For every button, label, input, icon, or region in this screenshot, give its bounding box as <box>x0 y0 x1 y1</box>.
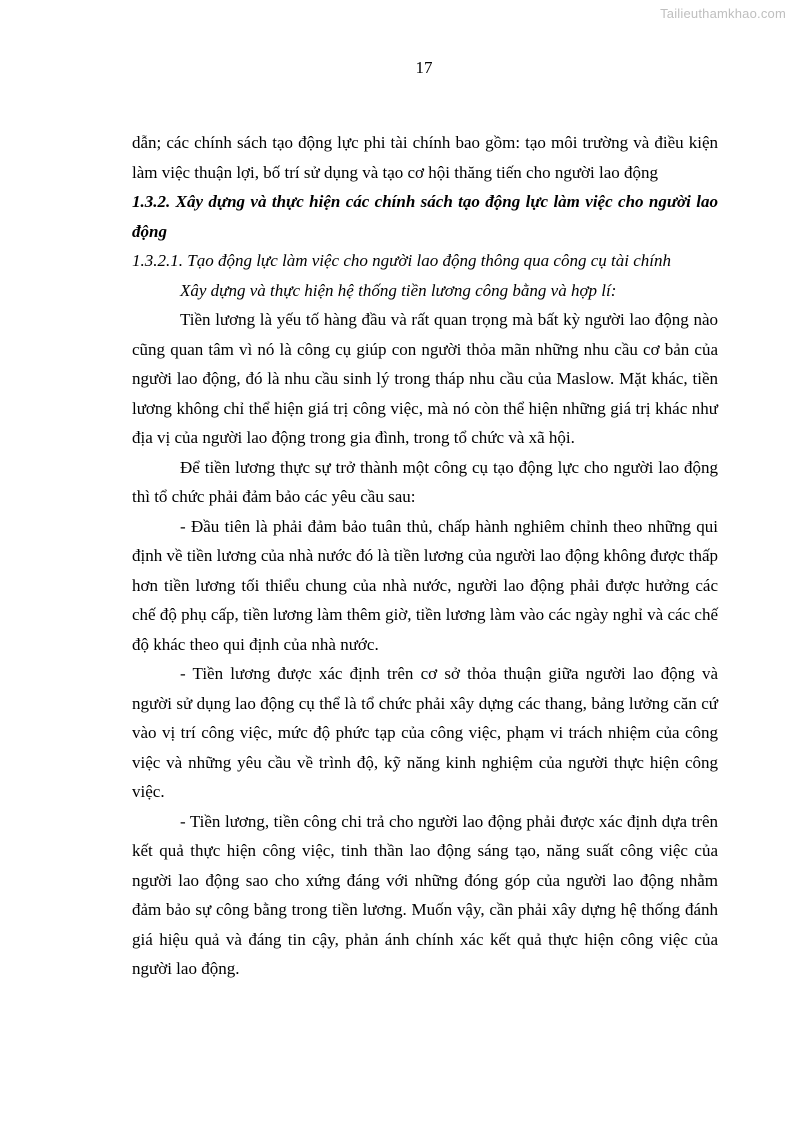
list-item-performance-based-pay: - Tiền lương, tiền công chi trả cho người lao động phải được xác định dựa trên kết quả thực hiện công việc, tinh thần lao động sáng tạo, năng suất công việc của người lao động sao cho xứng đáng với những đóng góp của người lao động nhằm đảm bảo sự công bằng trong tiền lương. Muốn vậy, cần phải xây dựng hệ thống đánh giá hiệu quả và đáng tin cậy, phản ánh chính xác kết quả thực hiện công việc của người lao động. <box>132 811 718 978</box>
watermark: Tailieuthamkhao.com <box>660 6 786 21</box>
subsection-heading-1-3-2-1: 1.3.2.1. Tạo động lực làm việc cho người lao động thông qua công cụ tài chính <box>132 251 671 270</box>
list-item-legal-compliance: - Đầu tiên là phải đảm bảo tuân thủ, chấp hành nghiêm chỉnh theo những qui định về tiền lương của nhà nước đó là tiền lương của người lao động không được thấp hơn tiền lương tối thiểu chung của nhà nước, người lao động phải được hưởng các chế độ phụ cấp, tiền lương làm thêm giờ, tiền lương làm vào các ngày nghỉ và các chế độ khác theo qui định của nhà nước. <box>132 516 718 654</box>
paragraph-salary-importance: Tiền lương là yếu tố hàng đầu và rất quan trọng mà bất kỳ người lao động nào cũng quan tâm vì nó là công cụ giúp con người thỏa mãn những nhu cầu cơ bản của người lao động, đó là nhu cầu sinh lý trong tháp nhu cầu của Maslow. Mặt khác, tiền lương không chỉ thể hiện giá trị công việc, mà nó còn thể hiện những giá trị khác như địa vị của người lao động trong gia đình, trong tổ chức và xã hội. <box>132 310 718 447</box>
sub-heading-salary-system: Xây dựng và thực hiện hệ thống tiền lương công bằng và hợp lí: <box>180 280 617 300</box>
paragraph-continuation: dẫn; các chính sách tạo động lực phi tài chính bao gồm: tạo môi trường và điều kiện làm việc thuận lợi, bố trí sử dụng và tạo cơ hội thăng tiến cho người lao động <box>132 133 718 182</box>
page-number: 17 <box>415 58 433 77</box>
paragraph-requirements-intro: Để tiền lương thực sự trở thành một công cụ tạo động lực cho người lao động thì tổ chức phải đảm bảo các yêu cầu sau: <box>132 457 718 506</box>
list-item-salary-agreement: - Tiền lương được xác định trên cơ sở thỏa thuận giữa người lao động và người sử dụng lao động cụ thể là tổ chức phải xây dựng các thang, bảng lưởng căn cứ vào vị trí công việc, mức độ phức tạp của công việc, phạm vi trách nhiệm của công việc và những yêu cầu về trình độ, kỹ năng kinh nghiệm của người thực hiện công việc. <box>132 664 718 801</box>
section-heading-1-3-2: 1.3.2. Xây dựng và thực hiện các chính sách tạo động lực làm việc cho người lao động <box>132 192 718 241</box>
document-body <box>132 128 718 984</box>
